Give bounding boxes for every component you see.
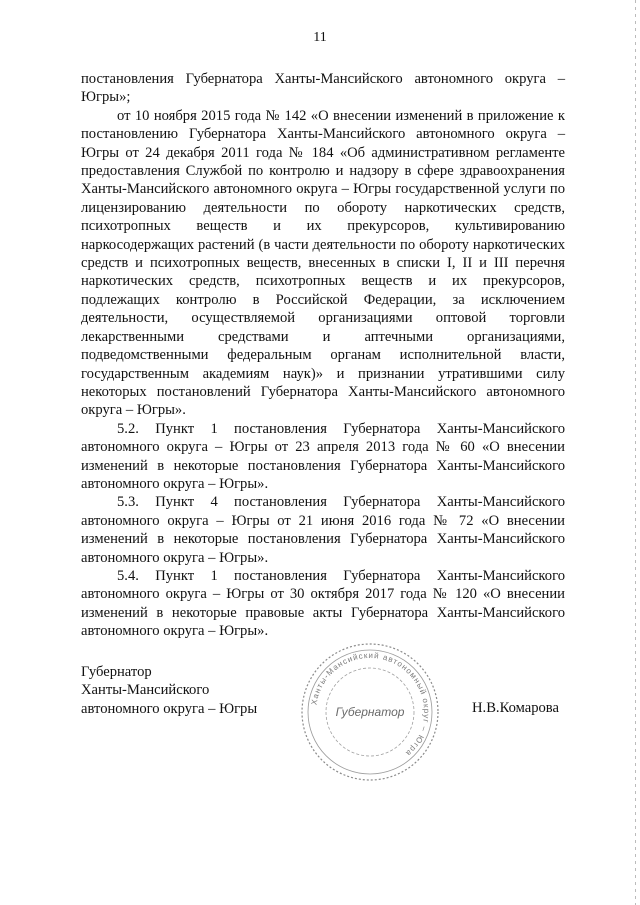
stamp-ring-text: Ханты-Мансийский автономный округ – Югра <box>309 650 432 759</box>
page-number: 11 <box>313 30 327 45</box>
paragraph-item-5-3: 5.3. Пункт 4 постановления Губернатора Ханты-Мансийского автономного округа – Югры от 21 июня 2016 года № 72 «О внесении изменений в некоторые постановления Губернатора Ханты-Мансийского автономного округа – Югры». <box>81 494 565 566</box>
paragraph-continuation: постановления Губернатора Ханты-Мансийского автономного округа – Югры»; <box>81 71 565 106</box>
document-body <box>81 70 565 641</box>
paragraph-item-2015: от 10 ноября 2015 года № 142 «О внесении изменений в приложение к постановлению Губернатора Ханты-Мансийского автономного округа – Югры от 24 декабря 2011 года № 184 «Об административном регламенте предоставления Службой по контролю и надзору в сфере здравоохранения Ханты-Мансийского автономного округа – Югры государственной услуги по лицензированию деятельности по обороту наркотических средств, психотропных веществ и их прекурсоров, культивированию наркосодержащих растений (в части деятельности по обороту наркотических средств и психотропных веществ, внесенных в списки I, II и III перечня наркотических средств, психотропных веществ и их прекурсоров, подлежащих контролю в Российской Федерации, за исключением деятельности, осуществляемой организациями оптовой торговли лекарственными средствами и аптечными организациями, подведомственными федеральным органам исполнительной власти, государственным академиям наук)» и признании утратившими силу некоторых постановлений Губернатора Ханты-Мансийского автономного округа – Югры». <box>81 107 565 419</box>
official-stamp-icon <box>298 640 442 784</box>
paragraph-item-5-2: 5.2. Пункт 1 постановления Губернатора Ханты-Мансийского автономного округа – Югры от 23 апреля 2013 года № 60 «О внесении изменений в некоторые постановления Губернатора Ханты-Мансийского автономного округа – Югры». <box>81 420 565 492</box>
signature-region-line-2: автономного округа – Югры <box>81 700 258 717</box>
paragraph-item-5-4: 5.4. Пункт 1 постановления Губернатора Ханты-Мансийского автономного округа – Югры от 30 октября 2017 года № 120 «О внесении изменений в некоторые правовые акты Губернатора Ханты-Мансийского автономного округа – Югры». <box>81 567 565 640</box>
signature-region-line: Ханты-Мансийского <box>81 682 210 699</box>
scan-edge-divider <box>635 0 636 905</box>
signature-position-line: Губернатор <box>81 664 152 680</box>
signer-name: Н.В.Комарова <box>472 700 559 716</box>
signature-title-block <box>81 663 257 718</box>
stamp-center-text: Губернатор <box>335 705 405 719</box>
